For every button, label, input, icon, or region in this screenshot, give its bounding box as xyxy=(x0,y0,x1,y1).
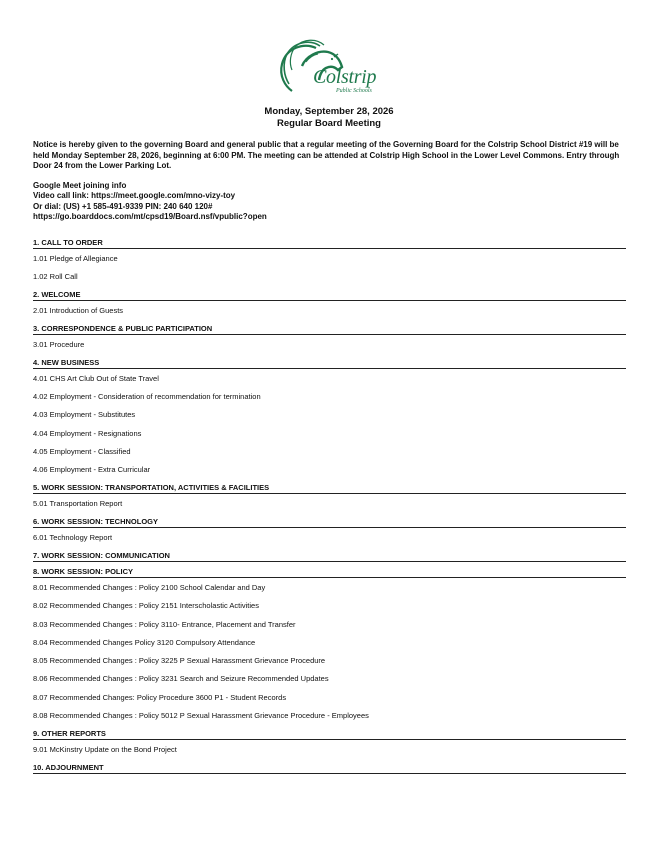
agenda-item: 5.01 Transportation Report xyxy=(33,499,123,508)
agenda-section-heading: 2. WELCOME xyxy=(33,290,626,301)
agenda-item: 4.04 Employment - Resignations xyxy=(33,429,142,438)
meeting-title-block xyxy=(0,106,658,130)
agenda-item: 4.05 Employment - Classified xyxy=(33,447,131,456)
meeting-date: Monday, September 28, 2026 xyxy=(264,106,394,117)
agenda-item: 4.01 CHS Art Club Out of State Travel xyxy=(33,374,159,383)
agenda-section-heading: 7. WORK SESSION: COMMUNICATION xyxy=(33,551,626,562)
agenda-item: 8.03 Recommended Changes : Policy 3110- Entrance, Placement and Transfer xyxy=(33,620,296,629)
agenda-item: 9.01 McKinstry Update on the Bond Project xyxy=(33,745,177,754)
district-logo xyxy=(276,36,386,98)
meet-video-link[interactable]: Video call link: https://meet.google.com/mno-vizy-toy xyxy=(33,191,236,201)
agenda-section-heading: 5. WORK SESSION: TRANSPORTATION, ACTIVITIES & FACILITIES xyxy=(33,483,626,494)
logo-subtitle: Public Schools xyxy=(336,88,372,94)
boarddocs-link[interactable]: https://go.boarddocs.com/mt/cpsd19/Board.nsf/vpublic?open xyxy=(33,211,267,221)
meet-heading: Google Meet joining info xyxy=(33,181,127,190)
agenda-item: 8.02 Recommended Changes : Policy 2151 Interscholastic Activities xyxy=(33,601,259,610)
agenda-item: 4.03 Employment - Substitutes xyxy=(33,410,136,419)
meet-dial-in: Or dial: (US) +1 585-491-9339 PIN: 240 640 120# xyxy=(33,201,213,211)
agenda-item: 4.06 Employment - Extra Curricular xyxy=(33,465,151,474)
agenda-item: 8.01 Recommended Changes : Policy 2100 School Calendar and Day xyxy=(33,583,266,592)
agenda-item: 8.07 Recommended Changes: Policy Procedure 3600 P1 - Student Records xyxy=(33,693,287,702)
agenda-item: 8.06 Recommended Changes : Policy 3231 Search and Seizure Recommended Updates xyxy=(33,674,329,683)
agenda-item: 8.04 Recommended Changes Policy 3120 Compulsory Attendance xyxy=(33,638,256,647)
agenda-section-heading: 1. CALL TO ORDER xyxy=(33,238,626,249)
agenda-item: 3.01 Procedure xyxy=(33,340,85,349)
google-meet-info xyxy=(33,181,626,222)
logo-name: Colstrip xyxy=(313,66,377,88)
agenda-section-heading: 10. ADJOURNMENT xyxy=(33,763,626,774)
meeting-notice: Notice is hereby given to the governing Board and general public that a regular meeting of the Governing Board for the Colstrip School District #19 will be held Monday September 28, 2026, beginning at 6:00 PM. The meeting can be attended at Colstrip High School in the Lower Level Commons. Entry through Door 24 from the Lower Parking Lot. xyxy=(33,140,620,170)
agenda-section-heading: 6. WORK SESSION: TECHNOLOGY xyxy=(33,517,626,528)
agenda-item: 6.01 Technology Report xyxy=(33,533,113,542)
agenda-section-heading: 3. CORRESPONDENCE & PUBLIC PARTICIPATION xyxy=(33,324,626,335)
agenda-item: 1.01 Pledge of Allegiance xyxy=(33,254,118,263)
meeting-type: Regular Board Meeting xyxy=(277,118,381,129)
agenda-section-heading: 9. OTHER REPORTS xyxy=(33,729,626,740)
agenda-section-heading: 4. NEW BUSINESS xyxy=(33,358,626,369)
agenda-item: 8.05 Recommended Changes : Policy 3225 P Sexual Harassment Grievance Procedure xyxy=(33,656,326,665)
agenda-item: 8.08 Recommended Changes : Policy 5012 P Sexual Harassment Grievance Procedure - Employees xyxy=(33,711,369,720)
agenda-section-heading: 8. WORK SESSION: POLICY xyxy=(33,567,626,578)
agenda-item: 2.01 Introduction of Guests xyxy=(33,306,124,315)
agenda-item: 4.02 Employment - Consideration of recommendation for termination xyxy=(33,392,261,401)
agenda-item: 1.02 Roll Call xyxy=(33,272,78,281)
